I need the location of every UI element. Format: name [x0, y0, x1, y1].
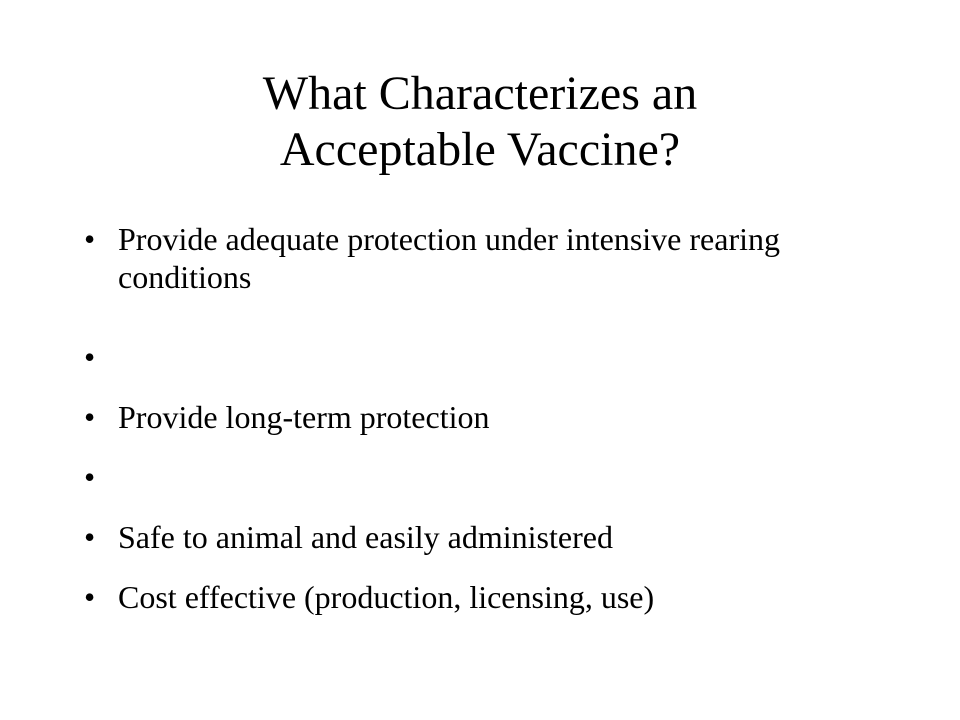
bullet-marker: • [84, 579, 96, 615]
bullet-marker: • [84, 399, 96, 435]
bullet-text: Cost effective (production, licensing, use) [118, 579, 655, 615]
bullet-text: Safe to animal and easily administered [118, 519, 613, 555]
slide-title-line-2: Acceptable Vaccine? [279, 123, 681, 176]
bullet-text: Provide adequate protection under intensive rearing conditions [118, 221, 780, 295]
bullet-marker: • [84, 339, 96, 375]
slide-title-line-1: What Characterizes an [262, 67, 698, 120]
bullet-marker: • [84, 221, 96, 257]
bullet-marker: • [84, 459, 96, 495]
bullet-text: Provide long-term protection [118, 399, 490, 435]
bullet-marker: • [84, 519, 96, 555]
